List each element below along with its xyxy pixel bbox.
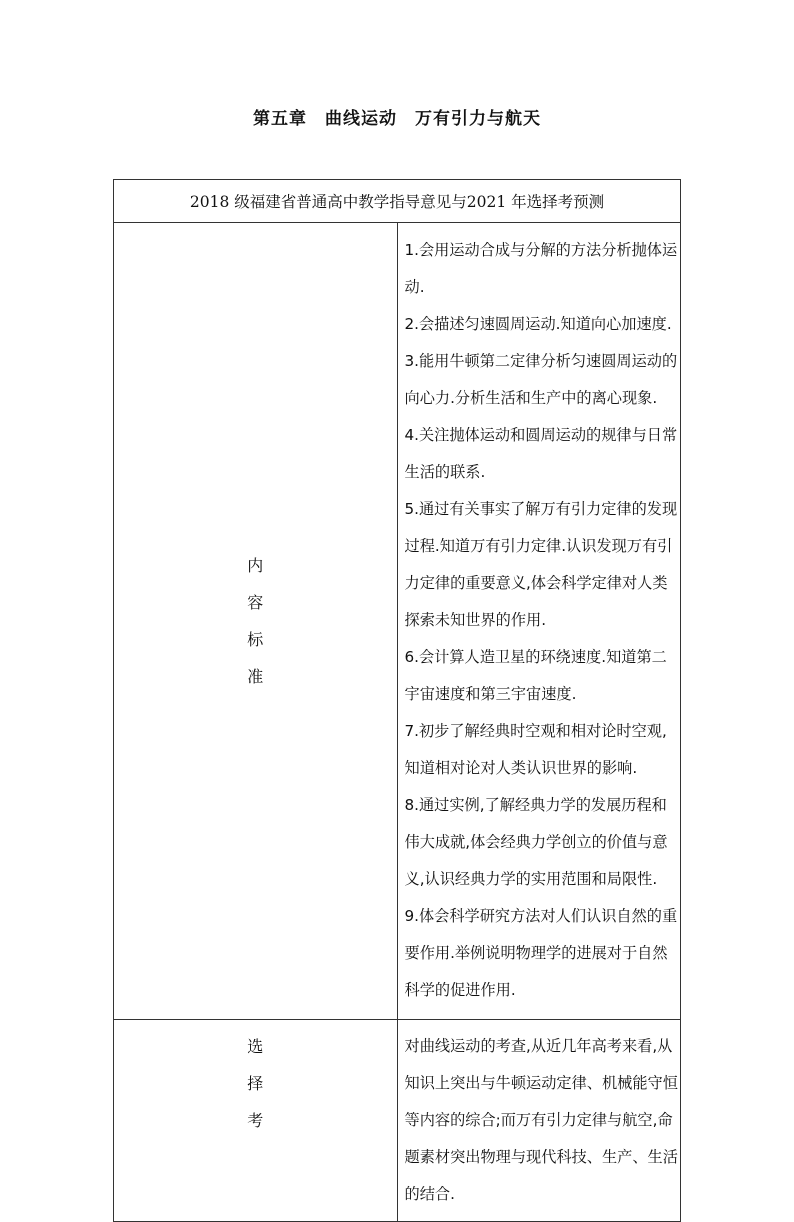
content-standard-items: [397, 223, 681, 1020]
content-standard-row: [114, 223, 681, 1020]
list-item: 4.关注抛体运动和圆周运动的规律与日常生活的联系.: [404, 426, 678, 481]
exam-text-cell: [397, 1020, 681, 1222]
label-char: 选: [247, 1037, 264, 1056]
list-item: 2.会描述匀速圆周运动.知道向心加速度.: [404, 315, 672, 333]
label-char: 容: [247, 593, 264, 612]
label-char: 择: [247, 1074, 264, 1093]
label-char: 准: [247, 667, 264, 686]
list-item: 7.初步了解经典时空观和相对论时空观,知道相对论对人类认识世界的影响.: [404, 722, 667, 777]
list-item: 1.会用运动合成与分解的方法分析抛体运动.: [404, 241, 678, 296]
label-char: 标: [247, 630, 264, 649]
list-item: 9.体会科学研究方法对人们认识自然的重要作用.举例说明物理学的进展对于自然科学的促进作用.: [404, 907, 678, 999]
list-item: 8.通过实例,了解经典力学的发展历程和伟大成就,体会经典力学创立的价值与意义,认识经典力学的实用范围和局限性.: [404, 796, 668, 888]
table-header: 2018 级福建省普通高中教学指导意见与2021 年选择考预测: [114, 180, 681, 223]
header-row: [114, 180, 681, 223]
exam-row: [114, 1020, 681, 1222]
list-item: 5.通过有关事实了解万有引力定律的发现过程.知道万有引力定律.认识发现万有引力定律的重要意义,体会科学定律对人类探索未知世界的作用.: [404, 500, 678, 629]
label-char: 内: [247, 556, 264, 575]
content-standard-label: [114, 223, 398, 1020]
chapter-title: 第五章 曲线运动 万有引力与航天: [253, 109, 541, 129]
list-item: 6.会计算人造卫星的环绕速度.知道第二宇宙速度和第三宇宙速度.: [404, 648, 667, 703]
list-item: 3.能用牛顿第二定律分析匀速圆周运动的向心力.分析生活和生产中的离心现象.: [404, 352, 678, 407]
exam-text: 对曲线运动的考查,从近几年高考来看,从知识上突出与牛顿运动定律、机械能守恒等内容的综合;而万有引力定律与航空,命题素材突出物理与现代科技、生产、生活的结合.: [404, 1037, 678, 1203]
exam-label: [114, 1020, 398, 1222]
curriculum-table: [113, 179, 681, 1222]
label-char: 考: [247, 1111, 264, 1130]
